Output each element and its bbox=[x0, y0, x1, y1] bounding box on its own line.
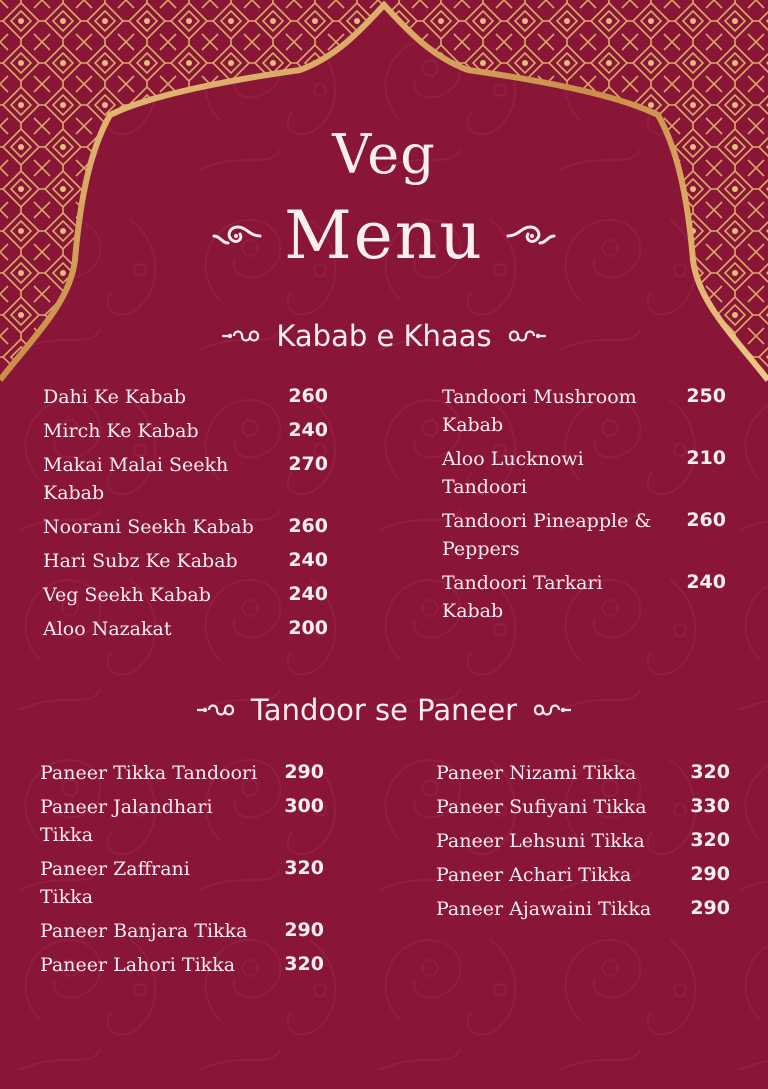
title-menu: Menu bbox=[284, 197, 484, 274]
item-name: Tandoori Mushroom Kabab bbox=[442, 386, 637, 436]
section-header-kabab bbox=[0, 316, 768, 356]
item-price: 290 bbox=[284, 761, 324, 783]
item-price: 240 bbox=[288, 549, 328, 571]
title-veg: Veg bbox=[332, 123, 436, 186]
ornament-left-icon bbox=[195, 700, 239, 720]
item-price: 300 bbox=[284, 795, 324, 817]
item-name: Paneer Banjara Tikka bbox=[40, 920, 248, 942]
item-price: 260 bbox=[686, 509, 726, 531]
item-name: Makai Malai Seekh Kabab bbox=[43, 454, 229, 504]
menu-item bbox=[436, 759, 730, 793]
item-name: Paneer Tikka Tandoori bbox=[40, 762, 258, 784]
item-name: Paneer Zaffrani Tikka bbox=[40, 858, 190, 908]
menu-item bbox=[436, 895, 730, 929]
item-price: 240 bbox=[686, 571, 726, 593]
ornament-right-icon bbox=[529, 700, 573, 720]
menu-item bbox=[43, 383, 328, 417]
item-price: 240 bbox=[288, 419, 328, 441]
item-name: Paneer Jalandhari Tikka bbox=[40, 796, 213, 846]
menu-item bbox=[40, 793, 324, 855]
menu-item bbox=[40, 759, 324, 793]
item-price: 290 bbox=[690, 863, 730, 885]
item-price: 290 bbox=[690, 897, 730, 919]
menu-item bbox=[436, 827, 730, 861]
item-price: 260 bbox=[288, 515, 328, 537]
item-name: Mirch Ke Kabab bbox=[43, 420, 199, 442]
menu-item bbox=[43, 513, 328, 547]
section-title: Kabab e Khaas bbox=[276, 318, 492, 353]
item-price: 320 bbox=[690, 829, 730, 851]
item-price: 260 bbox=[288, 385, 328, 407]
section-header-paneer bbox=[0, 690, 768, 730]
menu-item bbox=[40, 951, 324, 985]
item-price: 320 bbox=[690, 761, 730, 783]
title-menu-row bbox=[0, 196, 768, 276]
menu-item bbox=[442, 383, 726, 445]
item-name: Hari Subz Ke Kabab bbox=[43, 550, 238, 572]
item-name: Dahi Ke Kabab bbox=[43, 386, 187, 408]
menu-item bbox=[40, 917, 324, 951]
item-name: Paneer Lehsuni Tikka bbox=[436, 830, 645, 852]
item-price: 200 bbox=[288, 617, 328, 639]
kabab-left-column bbox=[43, 383, 328, 649]
item-price: 290 bbox=[284, 919, 324, 941]
menu-item bbox=[43, 581, 328, 615]
item-price: 270 bbox=[288, 453, 328, 475]
menu-item bbox=[442, 507, 726, 569]
menu-item bbox=[436, 793, 730, 827]
item-price: 250 bbox=[686, 385, 726, 407]
item-name: Aloo Lucknowi Tandoori bbox=[442, 448, 584, 498]
item-name: Tandoori Tarkari Kabab bbox=[442, 572, 603, 622]
menu-item bbox=[43, 615, 328, 649]
ornament-right-icon bbox=[504, 326, 548, 346]
item-name: Paneer Nizami Tikka bbox=[436, 762, 637, 784]
item-price: 240 bbox=[288, 583, 328, 605]
section-title: Tandoor se Paneer bbox=[250, 692, 518, 727]
item-name: Paneer Sufiyani Tikka bbox=[436, 796, 647, 818]
item-price: 320 bbox=[284, 953, 324, 975]
menu-item bbox=[40, 855, 324, 917]
menu-item bbox=[43, 417, 328, 451]
item-price: 210 bbox=[686, 447, 726, 469]
menu-item bbox=[43, 451, 328, 513]
menu-item bbox=[436, 861, 730, 895]
ornament-left-icon bbox=[220, 326, 264, 346]
kabab-right-column bbox=[442, 383, 726, 631]
item-price: 330 bbox=[690, 795, 730, 817]
item-name: Paneer Achari Tikka bbox=[436, 864, 632, 886]
item-name: Aloo Nazakat bbox=[43, 618, 172, 640]
item-name: Paneer Lahori Tikka bbox=[40, 954, 236, 976]
item-name: Veg Seekh Kabab bbox=[43, 584, 211, 606]
item-name: Noorani Seekh Kabab bbox=[43, 516, 254, 538]
item-name: Paneer Ajawaini Tikka bbox=[436, 898, 652, 920]
paneer-right-column bbox=[436, 759, 730, 929]
item-price: 320 bbox=[284, 857, 324, 879]
swirl-right-icon bbox=[506, 221, 556, 251]
menu-item bbox=[442, 569, 726, 631]
menu-item bbox=[43, 547, 328, 581]
item-name: Tandoori Pineapple & Peppers bbox=[442, 510, 652, 560]
paneer-left-column bbox=[40, 759, 324, 985]
menu-item bbox=[442, 445, 726, 507]
swirl-left-icon bbox=[212, 221, 262, 251]
